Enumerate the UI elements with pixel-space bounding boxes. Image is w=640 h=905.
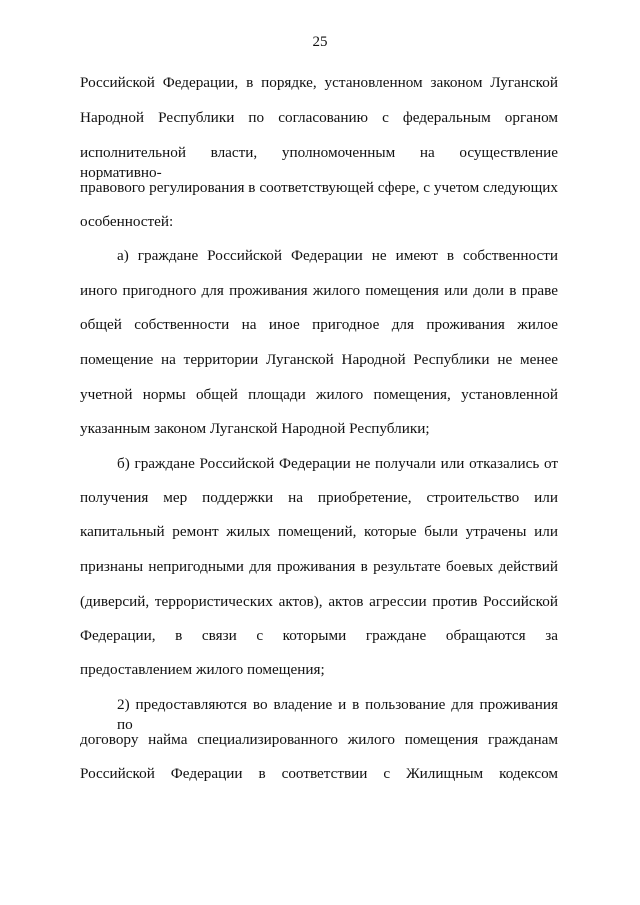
text-line: указанным законом Луганской Народной Республики; <box>80 420 430 437</box>
text-line: 2) предоставляются во владение и в пользование для проживания по <box>117 696 558 733</box>
page-number: 25 <box>312 34 328 50</box>
text-line: иного пригодного для проживания жилого помещения или доли в праве <box>80 282 558 299</box>
text-line: договору найма специализированного жилого помещения гражданам <box>80 731 558 748</box>
text-line: правового регулирования в соответствующей сфере, с учетом следующих <box>80 179 558 196</box>
text-line: (диверсий, террористических актов), актов агрессии против Российской <box>80 593 558 610</box>
text-line: получения мер поддержки на приобретение, строительство или <box>80 489 558 506</box>
text-line: общей собственности на иное пригодное для проживания жилое <box>80 316 558 333</box>
text-line: помещение на территории Луганской Народной Республики не менее <box>80 351 558 368</box>
text-line: Федерации, в связи с которыми граждане обращаются за <box>80 627 558 644</box>
text-line: предоставлением жилого помещения; <box>80 661 325 678</box>
text-line: б) граждане Российской Федерации не получали или отказались от <box>117 455 558 472</box>
text-line: капитальный ремонт жилых помещений, которые были утрачены или <box>80 523 558 540</box>
text-line: Народной Республики по согласованию с федеральным органом <box>80 109 558 126</box>
text-line: Российской Федерации, в порядке, установленном законом Луганской <box>80 74 558 91</box>
text-line: исполнительной власти, уполномоченным на осуществление нормативно- <box>80 144 558 181</box>
text-line: Российской Федерации в соответствии с Жилищным кодексом <box>80 765 558 782</box>
text-line: учетной нормы общей площади жилого помещения, установленной <box>80 386 558 403</box>
text-line: признаны непригодными для проживания в результате боевых действий <box>80 558 558 575</box>
text-line: а) граждане Российской Федерации не имеют в собственности <box>117 247 558 264</box>
text-line: особенностей: <box>80 213 174 230</box>
